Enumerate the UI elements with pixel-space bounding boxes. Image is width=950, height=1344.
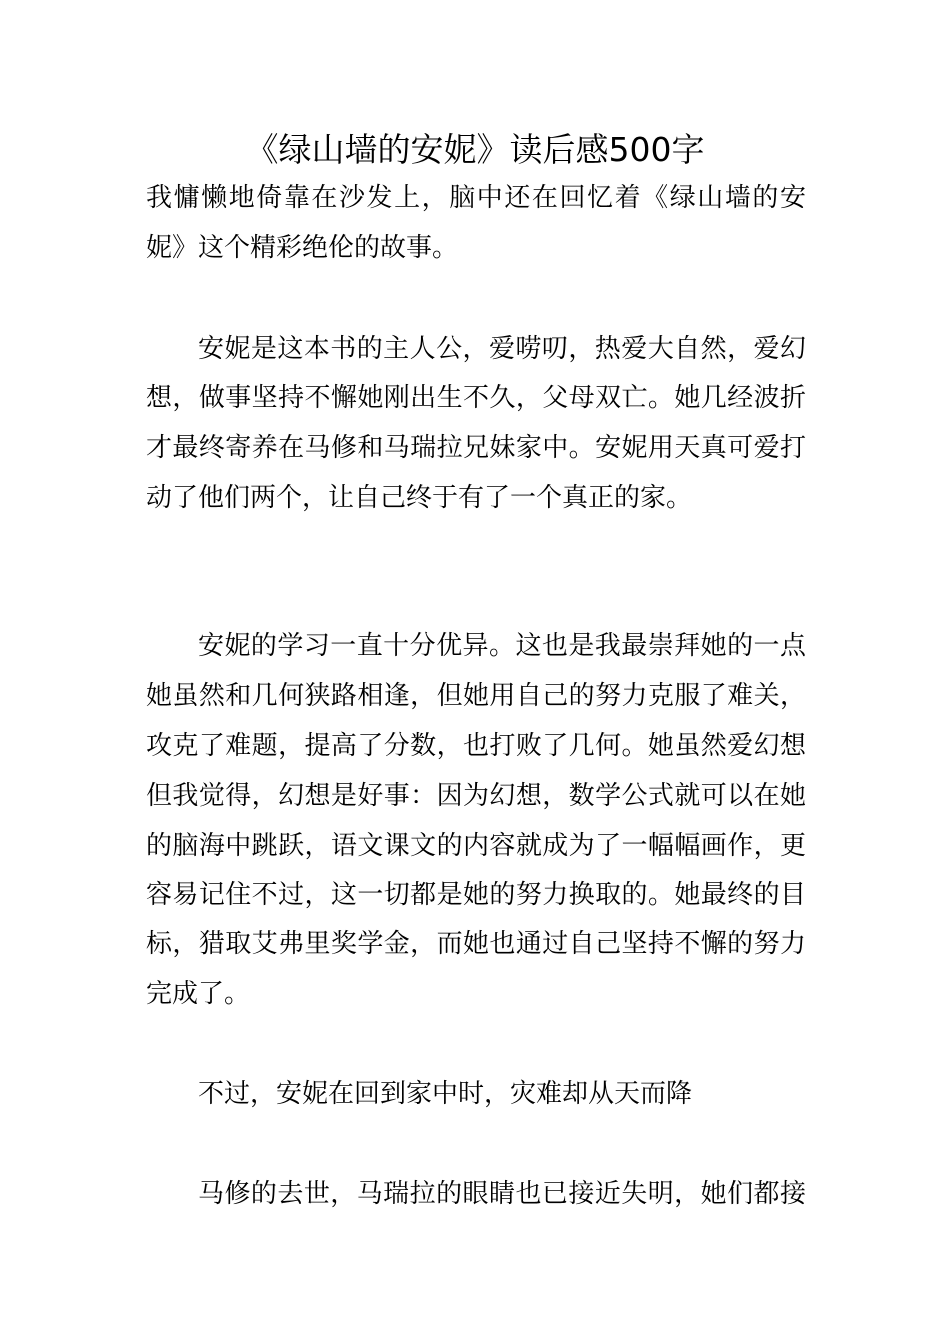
text-line: 妮》这个精彩绝伦的故事。 — [146, 233, 459, 263]
text-line: 想，做事坚持不懈她刚出生不久，父母双亡。她几经波折 — [146, 383, 806, 413]
text-line: 不过，安妮在回到家中时，灾难却从天而降 — [198, 1079, 693, 1109]
document-title: 《绿山墙的安妮》读后感500字 — [245, 130, 705, 169]
text-line: 攻克了难题，提高了分数，也打败了几何。她虽然爱幻想 — [146, 731, 806, 761]
text-line: 她虽然和几何狭路相逢，但她用自己的努力克服了难关， — [146, 681, 806, 711]
text-line: 安妮的学习一直十分优异。这也是我最崇拜她的一点 — [198, 631, 806, 661]
text-line: 但我觉得，幻想是好事：因为幻想，数学公式就可以在她 — [146, 781, 806, 811]
text-line: 动了他们两个，让自己终于有了一个真正的家。 — [146, 483, 693, 513]
text-line: 的脑海中跳跃，语文课文的内容就成为了一幅幅画作，更 — [146, 831, 806, 861]
text-line: 完成了。 — [146, 979, 251, 1009]
text-line: 容易记住不过，这一切都是她的努力换取的。她最终的目 — [146, 880, 806, 910]
text-line: 标，猎取艾弗里奖学金，而她也通过自己坚持不懈的努力 — [146, 929, 806, 959]
text-line: 安妮是这本书的主人公，爱唠叨，热爱大自然，爱幻 — [198, 334, 806, 364]
text-line: 才最终寄养在马修和马瑞拉兄妹家中。安妮用天真可爱打 — [146, 433, 806, 463]
text-line: 马修的去世，马瑞拉的眼睛也已接近失明，她们都接 — [198, 1179, 806, 1209]
text-line: 我慵懒地倚靠在沙发上，脑中还在回忆着《绿山墙的安 — [146, 183, 806, 213]
